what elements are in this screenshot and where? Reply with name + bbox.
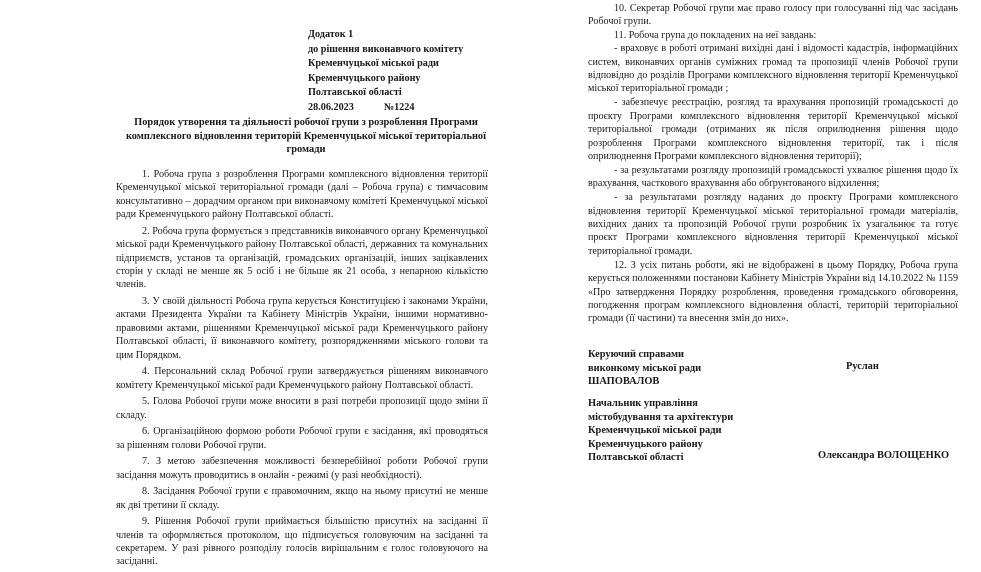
appendix-line: до рішення виконавчого комітету [308, 43, 464, 55]
signature-title: Керуючий справами [588, 349, 685, 360]
appendix-line: Кременчуцької міської ради [308, 58, 439, 69]
decision-number: №1224 [383, 101, 415, 113]
paragraph-8: 8. Засідання Робочої групи є правомочним, якщо на ньому присутні не менше як дві третини її складу. [116, 486, 488, 511]
task-item: - враховує в роботі отримані вихідні дані і відомості кадастрів, інформаційних систем, виконавчих органів суміжних громад та пропозиції членів Робочої групи відповідно до розділів Програми комплексного відновлення території Кременчуцької міської територіальної громади ; [588, 43, 958, 95]
signature-title: Кременчуцького району [588, 438, 703, 450]
paragraph-5: 5. Голова Робочої групи може вносити в разі потреби пропозиції щодо зміни її складу. [116, 396, 488, 421]
signature-title: Полтавської області [588, 452, 684, 464]
signature-block-1 [588, 348, 701, 389]
signature-block-2 [588, 397, 733, 465]
paragraph-2: 2. Робоча група формується з представників виконавчого органу Кременчуцької міської ради Кременчуцького району Полтавської області, державних та комунальних підприємств, установ та організацій, громадських організацій, інших зацікавлених сторін у складі не менше як 5 осіб і не більше як 21 особа, з непарною кількістю членів. [116, 225, 488, 291]
document-body-left [116, 168, 488, 572]
document-body-right [588, 2, 958, 326]
paragraph-6: 6. Організаційною формою роботи Робочої групи є засідання, які проводяться за рішенням голови Робочої групи. [116, 426, 488, 451]
left-page [0, 0, 490, 568]
task-item: - забезпечує реєстрацію, розгляд та врахування пропозицій громадськості до проєкту Програми комплексного відновлення території Кременчуцької міської територіальної громади (отриманих як після оприлюднення рішення щодо розроблення Програми комплексного відновлення території, так і після оприлюднення Програми комплексного відновлення території); [588, 97, 958, 162]
signature-surname: ШАПОВАЛОВ [588, 376, 660, 387]
decision-date: 28.06.2023 [308, 101, 354, 113]
paragraph-1: 1. Робоча група з розроблення Програми комплексного відновлення території Кременчуцької міської територіальної громади (далі – Робоча група) є тимчасовим консультативно – дорадчим органом при виконавчому комітеті Кременчуцької міської ради Кременчуцького району Полтавської області. [116, 169, 488, 221]
task-item: - за результатами розгляду пропозицій громадськості ухвалює рішення щодо їх врахування, часткового врахування або обґрунтованого відхилення; [588, 164, 958, 190]
paragraph-10: 10. Секретар Робочої групи має право голосу при голосуванні під час засідань Робочої групи. [588, 3, 958, 28]
paragraph-4: 4. Персональний склад Робочої групи затверджується рішенням виконавчого комітету Кременчуцької міської ради Кременчуцького району Полтавської області. [116, 366, 488, 391]
right-page [490, 0, 981, 550]
signature-title: Кременчуцької міської ради [588, 425, 722, 437]
paragraph-7: 7. З метою забезпечення можливості безперебійної роботи Робочої групи засідання можуть проводитись в онлайн - режимі (у разі необхідності). [116, 456, 488, 481]
paragraph-12: 12. З усіх питань роботи, які не відображені в цьому Порядку, Робоча група керується положеннями постанови Кабінету Міністрів України від 14.10.2022 № 1159 «Про затвердження Порядку розроблення, проведення громадського обговорення, погодження програм комплексного відновлення області, територій територіальної громади (її частини) та внесення змін до них». [588, 259, 958, 325]
paragraph-3: 3. У своїй діяльності Робоча група керується Конституцією і законами України, актами Президента України та Кабінету Міністрів України, іншими нормативно-правовими актами, рішеннями Кременчуцької міської ради Кременчуцького району Полтавської області, її виконавчого комітету, розпорядженнями міського голови та цим Порядком. [116, 296, 488, 361]
appendix-line: Полтавської області [308, 87, 402, 98]
paragraph-11: 11. Робоча група до покладених на неї завдань: [614, 29, 817, 41]
task-item: - за результатами розгляду наданих до проєкту Програми комплексного відновлення території Кременчуцької міської територіальної громади матеріалів, вихідних даних та пропозицій Робочої групи розробник їх узагальнює та готує проєкт Програми комплексного відновлення території Кременчуцької міської територіальної громади. [588, 192, 958, 257]
signature-title: Начальник управління [588, 398, 698, 409]
appendix-header [308, 28, 463, 115]
signature-first-name: Руслан [846, 361, 879, 372]
signature-full-name: Олександра ВОЛОЩЕНКО [818, 450, 950, 461]
signature-title: містобудування та архітектури [588, 411, 734, 423]
signature-title: виконкому міської ради [588, 362, 702, 374]
appendix-line: Кременчуцького району [308, 72, 421, 84]
appendix-line: Додаток 1 [308, 29, 354, 40]
appendix-date-number [308, 101, 463, 116]
document-title: Порядок утворення та діяльності робочої групи з розроблення Програми комплексного відновлення територій Кременчуцької міської територіальної громади [125, 117, 487, 155]
paragraph-9: 9. Рішення Робочої групи приймається більшістю присутніх на засіданні її членів та оформляється протоколом, що підписується головуючим на засіданні та секретарем. У разі рівного розподілу голосів вирішальним є голос головуючого на засіданні. [116, 516, 488, 568]
